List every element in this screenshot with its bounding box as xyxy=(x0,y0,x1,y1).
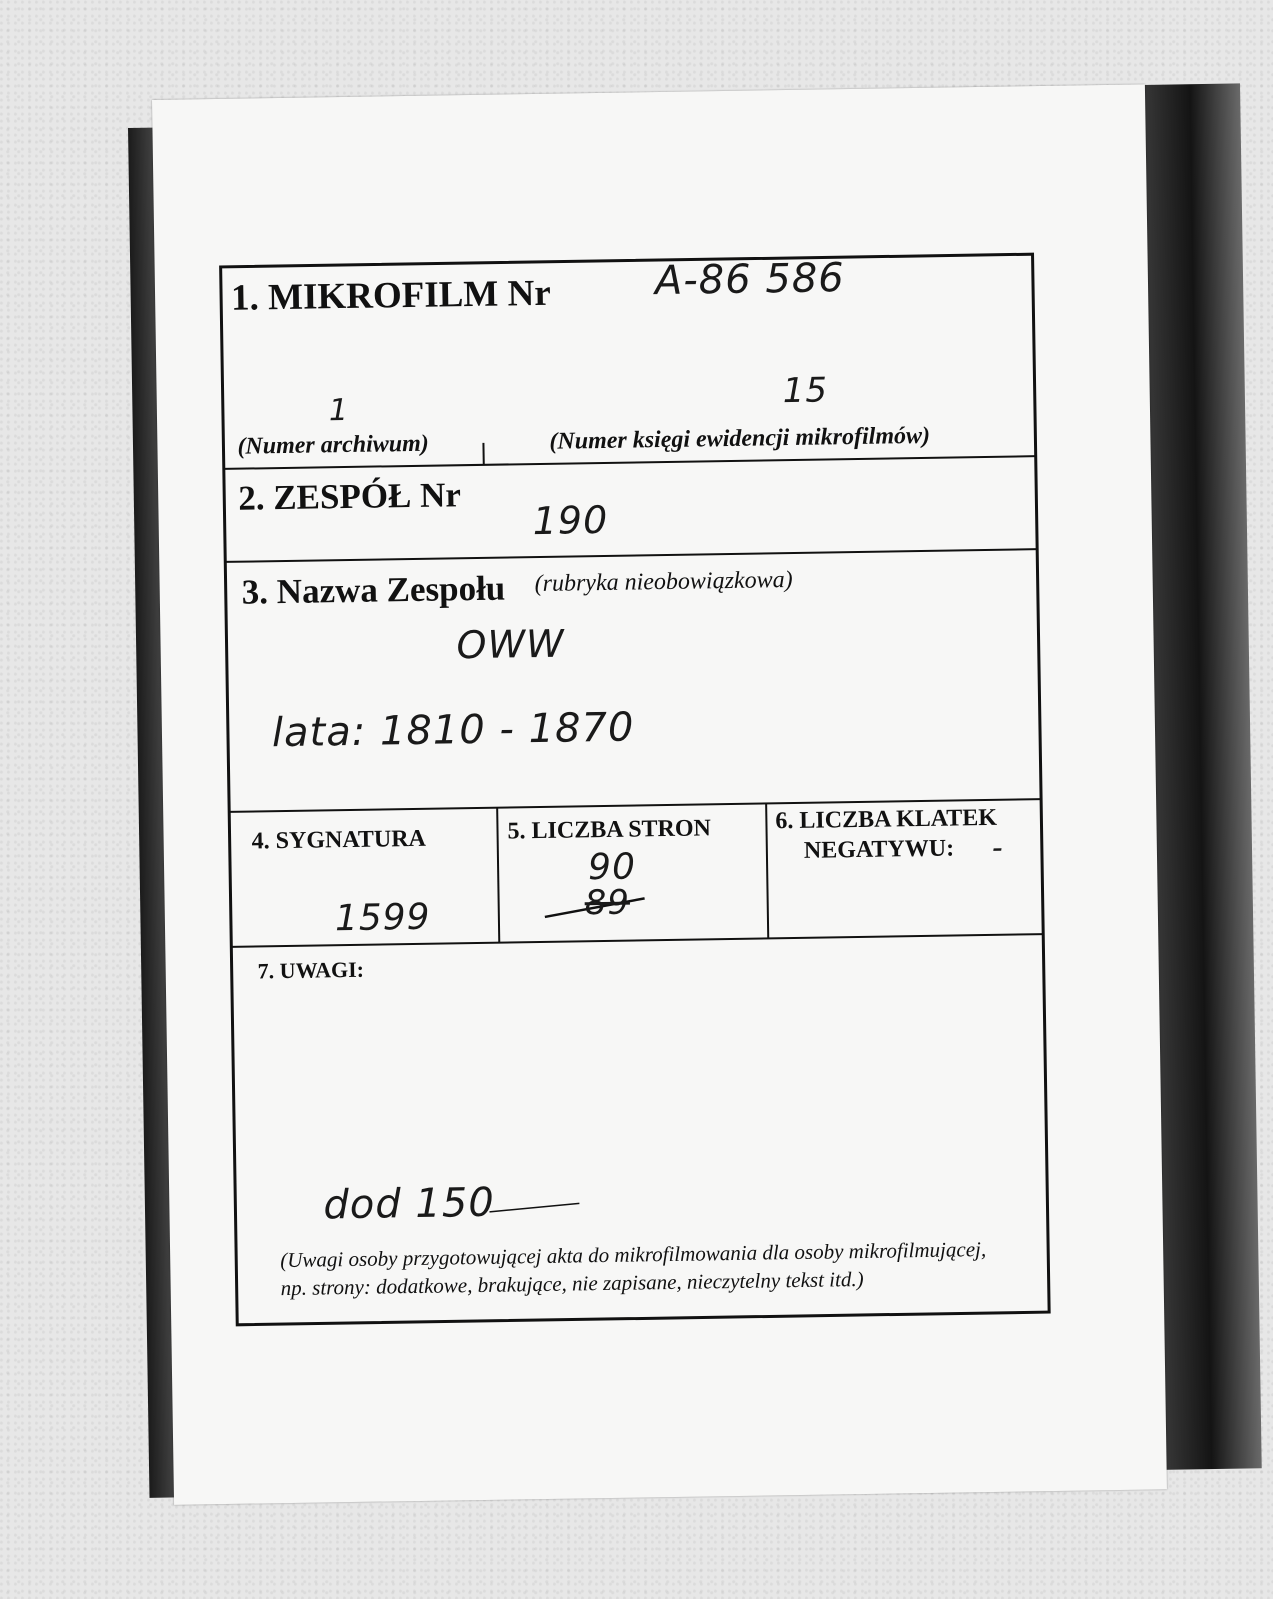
register-number: 15 xyxy=(782,370,829,412)
remarks-value: dod 150 xyxy=(323,1179,496,1229)
microfilm-record-card xyxy=(152,84,1167,1504)
field6-label-line1: 6. LICZBA KLATEK xyxy=(775,804,998,835)
fond-name: OWW xyxy=(456,621,565,668)
field5-label: 5. LICZBA STRON xyxy=(507,815,712,845)
field2-label: 2. ZESPÓŁ Nr xyxy=(237,475,462,518)
page-count-struck: 89 xyxy=(584,882,631,924)
archive-number-label: (Numer archiwum) xyxy=(237,430,429,460)
microfilm-number: A-86 586 xyxy=(654,255,846,305)
remarks-note-line1: (Uwagi osoby przygotowującej akta do mikrofilmowania dla osoby mikrofilmującej, xyxy=(280,1237,987,1273)
negative-frames-count: - xyxy=(991,830,1004,866)
register-number-label: (Numer księgi ewidencji mikrofilmów) xyxy=(549,422,931,455)
field4-label: 4. SYGNATURA xyxy=(251,825,427,855)
signature-number: 1599 xyxy=(334,896,431,940)
field7-label: 7. UWAGI: xyxy=(257,956,365,984)
field1-label: 1. MIKROFILM Nr xyxy=(230,272,552,319)
field3-optional-note: (rubryka nieobowiązkowa) xyxy=(534,566,793,598)
fond-years: lata: 1810 - 1870 xyxy=(271,704,635,757)
fond-number: 190 xyxy=(532,497,609,544)
page-count: 90 xyxy=(587,846,637,889)
remarks-note-line2: np. strony: dodatkowe, brakujące, nie zapisane, nieczytelny tekst itd.) xyxy=(280,1266,864,1301)
field3-label: 3. Nazwa Zespołu xyxy=(241,568,506,612)
field6-label-line2: NEGATYWU: xyxy=(803,835,955,864)
archive-number: 1 xyxy=(328,392,350,429)
